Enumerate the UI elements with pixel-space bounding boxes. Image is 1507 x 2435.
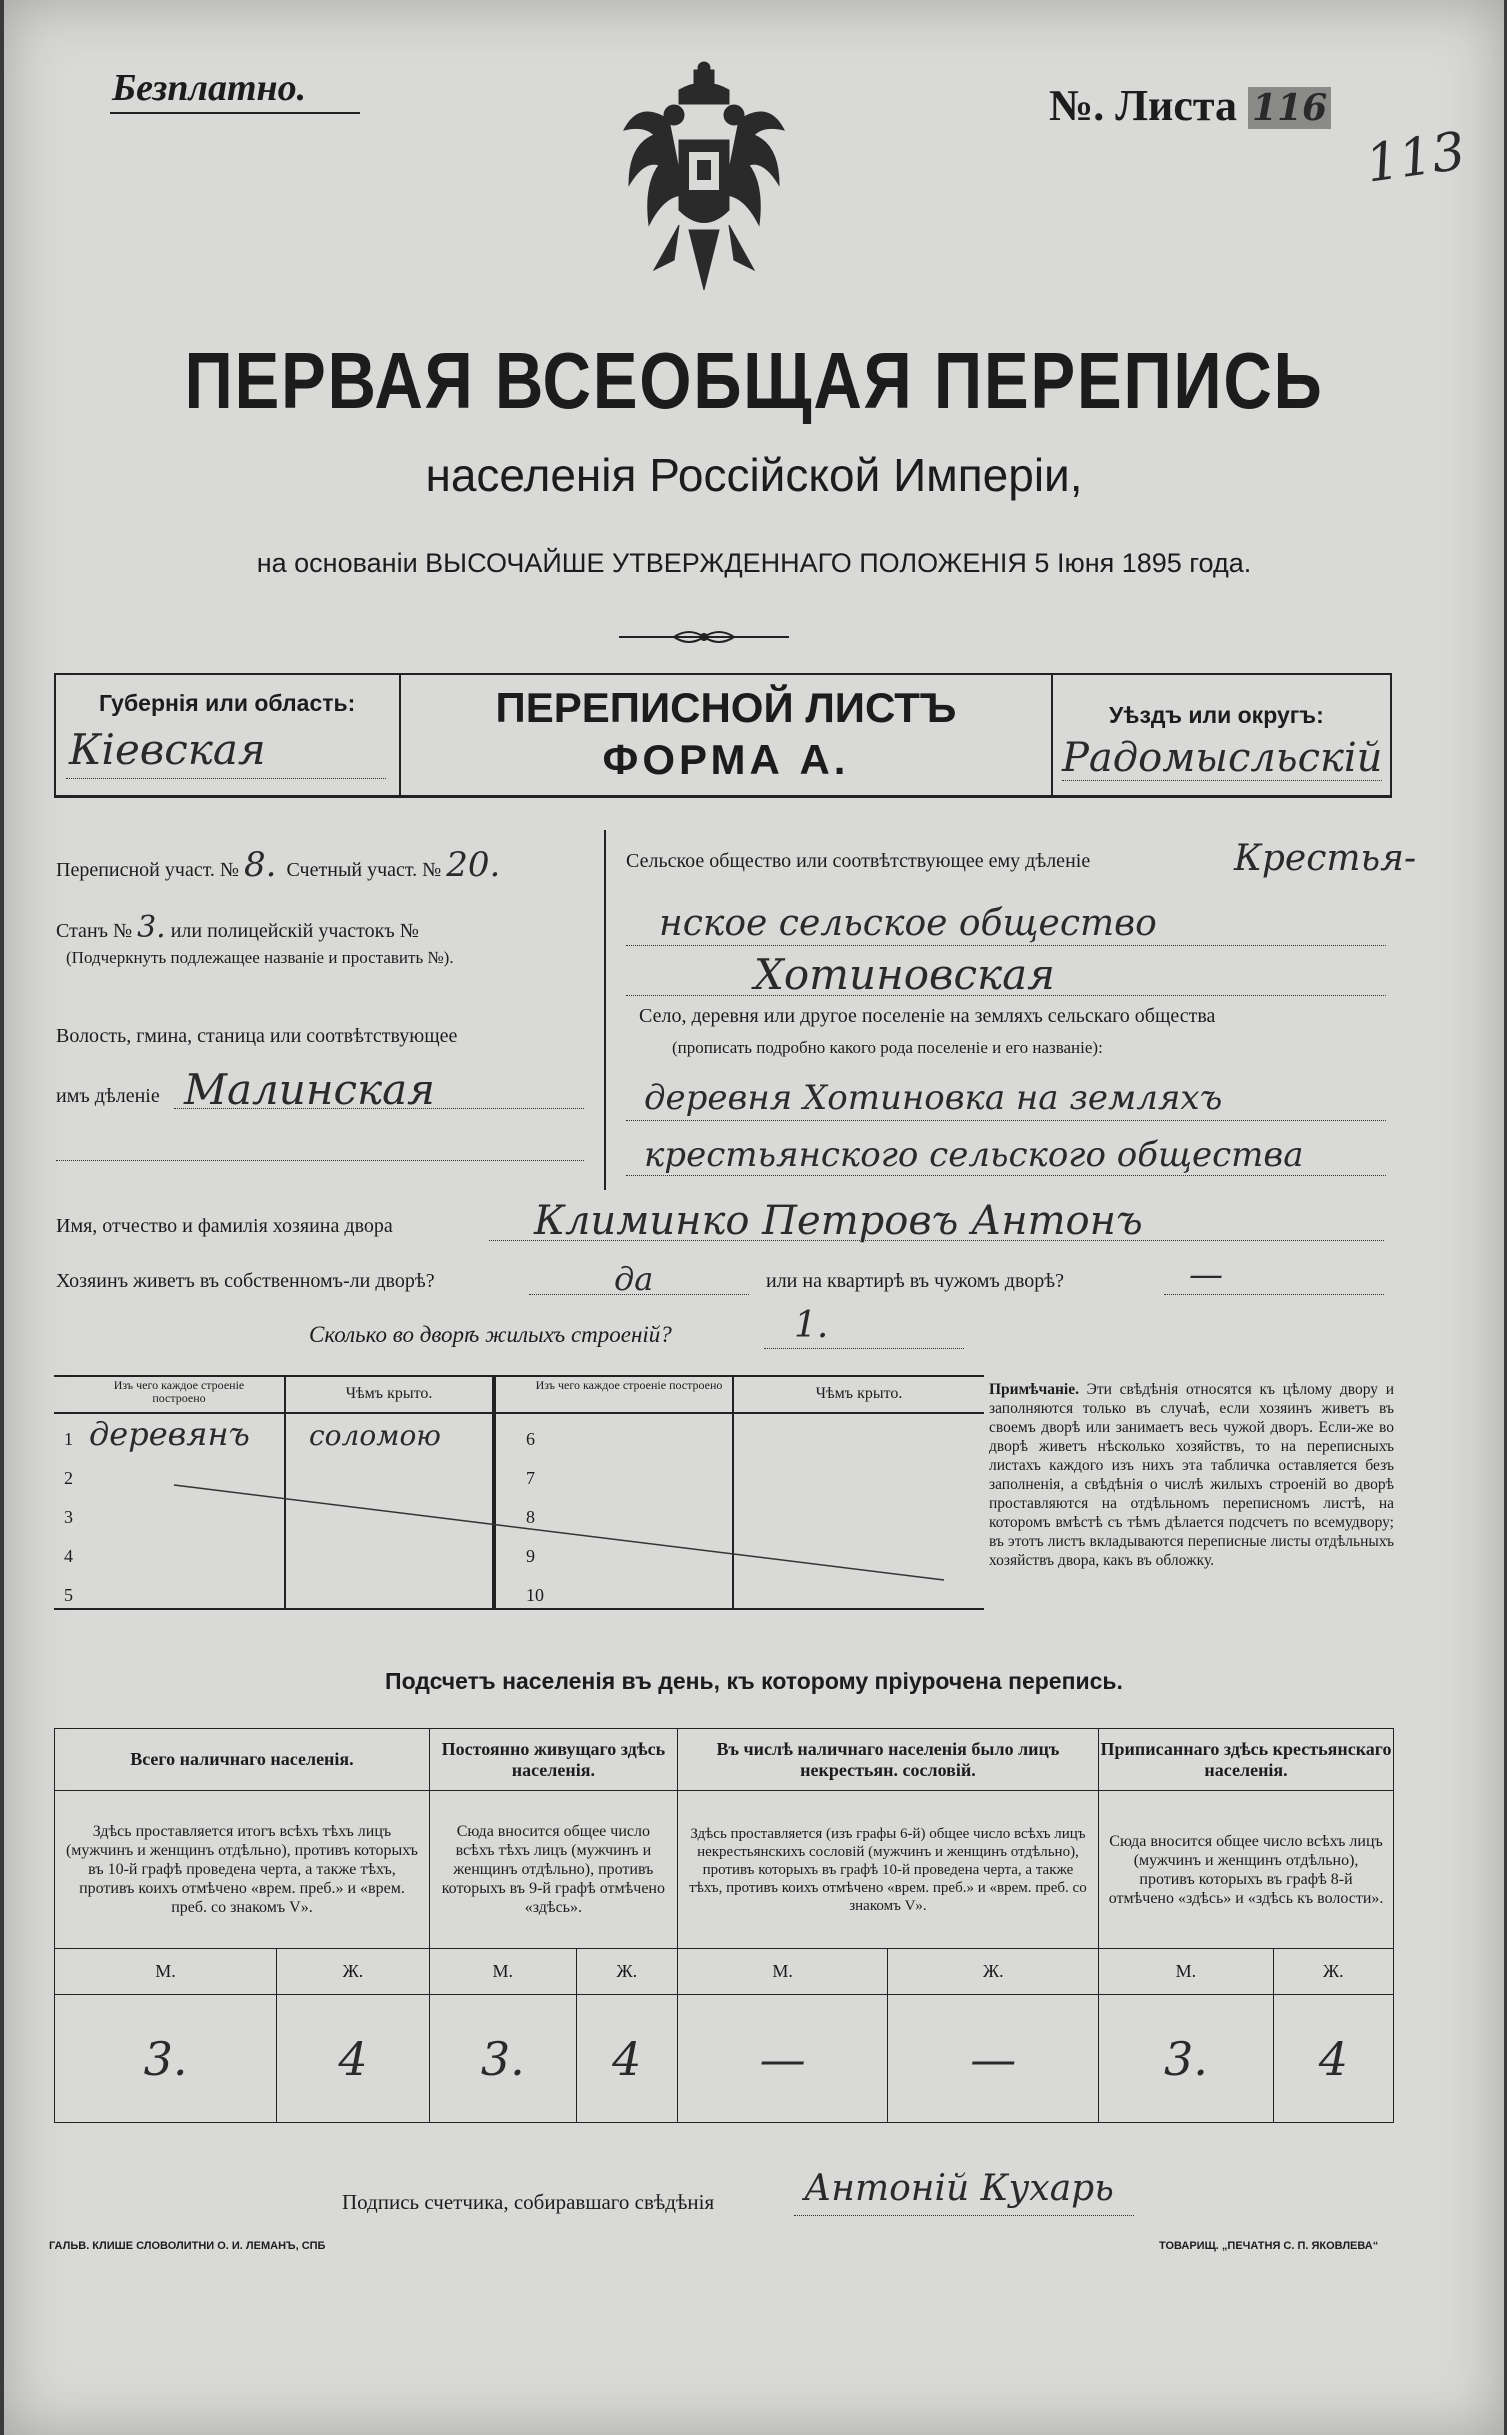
eagle-emblem-icon	[619, 60, 789, 310]
uezd-value: Радомысльскій	[1062, 735, 1383, 781]
table-row: 6	[526, 1429, 535, 1449]
f-label: Ж.	[576, 1949, 677, 1995]
m-label: М.	[429, 1949, 576, 1995]
rented-line	[1164, 1294, 1384, 1295]
permanent-f-value: 4	[576, 1995, 677, 2123]
census-sheet	[4, 0, 1504, 2435]
signature-label: Подпись счетчика, собиравшаго свѣдѣнія	[342, 2190, 715, 2214]
count-district-value: 20.	[446, 845, 501, 885]
village-line	[626, 1120, 1386, 1121]
band-top-rule	[54, 673, 1392, 675]
sheet-number	[1049, 80, 1331, 131]
permanent-m-value: 3.	[429, 1995, 576, 2123]
society-line	[626, 945, 1386, 946]
printer-right: ТОВАРИЩ. „ПЕЧАТНЯ С. П. ЯКОВЛЕВА“	[1159, 2240, 1379, 2252]
uezd-label: Уѣздъ или округъ:	[1109, 702, 1324, 728]
f-label: Ж.	[888, 1949, 1099, 1995]
table-row: 4	[64, 1546, 73, 1566]
census-district-value: 8.	[244, 845, 277, 885]
col-total-desc: Здѣсь проставляется итогъ всѣхъ тѣхъ лицъ (мужчинъ и женщинъ отдѣльно), противъ которыхъ въ 10-й графѣ проведена черта, а также тѣхъ, противъ коихъ отмѣчено «врем. преб.» и «врем. преб. со знакомъ V».	[55, 1791, 430, 1949]
f-label: Ж.	[1273, 1949, 1393, 1995]
form-title: ПЕРЕПИСНОЙ ЛИСТЪ	[495, 684, 957, 731]
rented-label: или на квартирѣ въ чужомъ дворѣ?	[766, 1270, 1065, 1292]
page-subtitle: населенія Россійской Имперіи,	[425, 449, 1083, 501]
village-note: (прописать подробно какого рода поселеніе и его названіе):	[672, 1038, 1103, 1057]
signature-line	[794, 2215, 1134, 2216]
note-title: Примѣчаніе.	[989, 1381, 1079, 1398]
volost-value: Малинская	[184, 1065, 435, 1114]
police-label: или полицейскій участокъ №	[170, 920, 419, 942]
total-f-value: 4	[277, 1995, 430, 2123]
signature-value: Антоній Кухарь	[804, 2168, 1114, 2209]
village-value-2: крестьянского сельского общества	[644, 1135, 1304, 1175]
stan-row	[56, 910, 419, 945]
ornament-divider-icon	[619, 625, 789, 649]
page-basis: на основаніи ВЫСОЧАЙШЕ УТВЕРЖДЕННАГО ПОЛОЖЕНІЯ 5 Іюня 1895 года.	[256, 548, 1252, 578]
society-line-2	[626, 995, 1386, 996]
form-type: ФОРМА А.	[602, 736, 850, 783]
col-nonpeasant-desc: Здѣсь проставляется (изъ графы 6-й) общее число всѣхъ лицъ некрестьянскихъ сословій (мужчинъ и женщинъ отдѣльно), противъ которыхъ въ графѣ 10-й проведена черта, а также тѣхъ, противъ коихъ отмѣчено «врем. преб.» и «врем. преб. со знакомъ V».	[677, 1791, 1098, 1949]
buildings-value: 1.	[794, 1305, 829, 1346]
volost-label-2: имъ дѣленіе	[56, 1085, 160, 1107]
col-peasant-desc: Сюда вносится общее число всѣхъ лицъ (мужчинъ и женщинъ отдѣльно), противъ которыхъ въ графѣ 8-й отмѣчено «здѣсь» и «здѣсь къ волости».	[1099, 1791, 1394, 1949]
center-divider	[604, 830, 606, 1190]
own-yard-value: да	[614, 1260, 654, 1298]
table-row: 2	[64, 1468, 73, 1488]
free-label: Безплатно.	[112, 67, 307, 109]
printer-left: ГАЛЬВ. КЛИШЕ СЛОВОЛИТНИ О. И. ЛЕМАНЪ, СПБ	[49, 2240, 326, 2252]
buildings-label: Сколько во дворѣ жилыхъ строеній?	[309, 1322, 672, 1347]
society-value-3: Хотиновская	[754, 950, 1055, 999]
owner-name-value: Климинко Петровъ Антонъ	[534, 1198, 1143, 1244]
col-roof-header-left: Чѣмъ крыто.	[345, 1385, 433, 1402]
guberniya-line	[66, 778, 386, 779]
sheet-number-label: №. Листа	[1049, 81, 1238, 130]
nonpeasant-f-value: —	[888, 1995, 1099, 2123]
empty-rows-strike	[54, 1375, 984, 1610]
buildings-line	[764, 1348, 964, 1349]
band-mid-right-rule	[1051, 673, 1053, 798]
band-left-rule	[54, 673, 56, 798]
band-bottom-rule	[54, 795, 1392, 798]
owner-name-label: Имя, отчество и фамилія хозяина двора	[56, 1215, 393, 1237]
population-table	[54, 1728, 1394, 2123]
col-built-header-left: Изъ чего каждое строеніе построено	[113, 1378, 245, 1405]
volost-line-2	[56, 1160, 584, 1161]
col-permanent-desc: Сюда вносится общее число всѣхъ тѣхъ лицъ (мужчинъ и женщинъ отдѣльно), противъ которыхъ въ 9-й графѣ отмѣчено «здѣсь».	[429, 1791, 677, 1949]
m-label: М.	[55, 1949, 277, 1995]
col-total-title: Всего наличнаго населенія.	[55, 1729, 430, 1791]
rented-value: —	[1189, 1255, 1223, 1295]
society-value: Крестья-	[1234, 838, 1417, 879]
page-title: ПЕРВАЯ ВСЕОБЩАЯ ПЕРЕПИСЬ	[184, 336, 1324, 425]
stan-label: Станъ №	[56, 920, 133, 942]
village-line-2	[626, 1175, 1386, 1176]
table-row: 1	[64, 1429, 73, 1449]
nonpeasant-m-value: —	[677, 1995, 888, 2123]
note-text: Эти свѣдѣнія относятся къ цѣлому двору и заполняются только въ случаѣ, если хозяинъ живетъ въ своемъ дворѣ или занимаетъ весь чужой дворъ. Если-же во дворѣ живетъ нѣсколько хозяйствъ, то на переписныхъ листахъ каждого изъ нихъ эта табличка оставляется безъ заполненія, а свѣдѣнія о числѣ жилыхъ строеній во дворѣ проставляются на отдѣльномъ переписномъ листѣ, на которомъ вмѣстѣ съ тѣмъ дѣлается подсчетъ по всемудвору; въ этотъ листъ вкладываются переписные листы отдѣльныхъ хозяйствъ двора, какъ въ обложку.	[989, 1381, 1394, 1569]
sheet-number-value: 116	[1248, 87, 1331, 129]
sheet-number-alt: 113	[1362, 121, 1469, 195]
buildings-table	[54, 1375, 984, 1610]
m-label: М.	[1099, 1949, 1274, 1995]
society-value-2: нское сельское общество	[659, 903, 1157, 944]
table-row: 9	[526, 1546, 535, 1566]
guberniya-value: Кіевская	[69, 725, 266, 774]
owner-name-line	[489, 1240, 1384, 1241]
own-yard-label: Хозяинъ живетъ въ собственномъ-ли дворѣ?	[56, 1270, 435, 1292]
m-label: М.	[677, 1949, 888, 1995]
free-underline	[110, 112, 360, 114]
col-built-header-right: Изъ чего каждое строеніе построено	[535, 1378, 723, 1392]
peasant-m-value: 3.	[1099, 1995, 1274, 2123]
col-peasant-title: Приписаннаго здѣсь крестьянскаго населенія.	[1099, 1729, 1394, 1791]
volost-label: Волость, гмина, станица или соотвѣтствующее	[56, 1025, 458, 1047]
col-nonpeasant-title: Въ числѣ наличнаго населенія было лицъ некрестьян. сословій.	[677, 1729, 1098, 1791]
band-right-rule	[1390, 673, 1392, 798]
table-row: 3	[64, 1507, 73, 1527]
peasant-f-value: 4	[1273, 1995, 1393, 2123]
census-district-label: Переписной участ. №	[56, 859, 240, 881]
population-heading: Подсчетъ населенія въ день, къ которому пріурочена перепись.	[385, 1668, 1123, 1694]
own-yard-line	[529, 1294, 749, 1295]
police-note: (Подчеркнуть подлежащее названіе и проставить №).	[66, 948, 454, 967]
total-m-value: 3.	[55, 1995, 277, 2123]
stan-value: 3.	[137, 910, 166, 945]
village-value: деревня Хотиновка на земляхъ	[644, 1078, 1223, 1118]
village-label: Село, деревня или другое поселеніе на земляхъ сельскаго общества	[639, 1005, 1216, 1027]
row1-roof: соломою	[309, 1419, 441, 1452]
volost-line	[174, 1108, 584, 1109]
f-label: Ж.	[277, 1949, 430, 1995]
count-district-label: Счетный участ. №	[286, 859, 442, 881]
census-district	[56, 845, 500, 885]
col-permanent-title: Постоянно живущаго здѣсь населенія.	[429, 1729, 677, 1791]
table-row: 5	[64, 1585, 73, 1605]
col-roof-header-right: Чѣмъ крыто.	[815, 1385, 903, 1402]
table-row: 7	[526, 1468, 535, 1488]
uezd-line	[1062, 780, 1382, 781]
table-row: 8	[526, 1507, 535, 1527]
society-label: Сельское общество или соотвѣтствующее ему дѣленіе	[626, 850, 1091, 872]
row1-built: деревянъ	[89, 1415, 250, 1453]
note-block	[989, 1380, 1394, 1570]
table-row: 10	[526, 1585, 544, 1605]
guberniya-label: Губернія или область:	[99, 690, 356, 716]
